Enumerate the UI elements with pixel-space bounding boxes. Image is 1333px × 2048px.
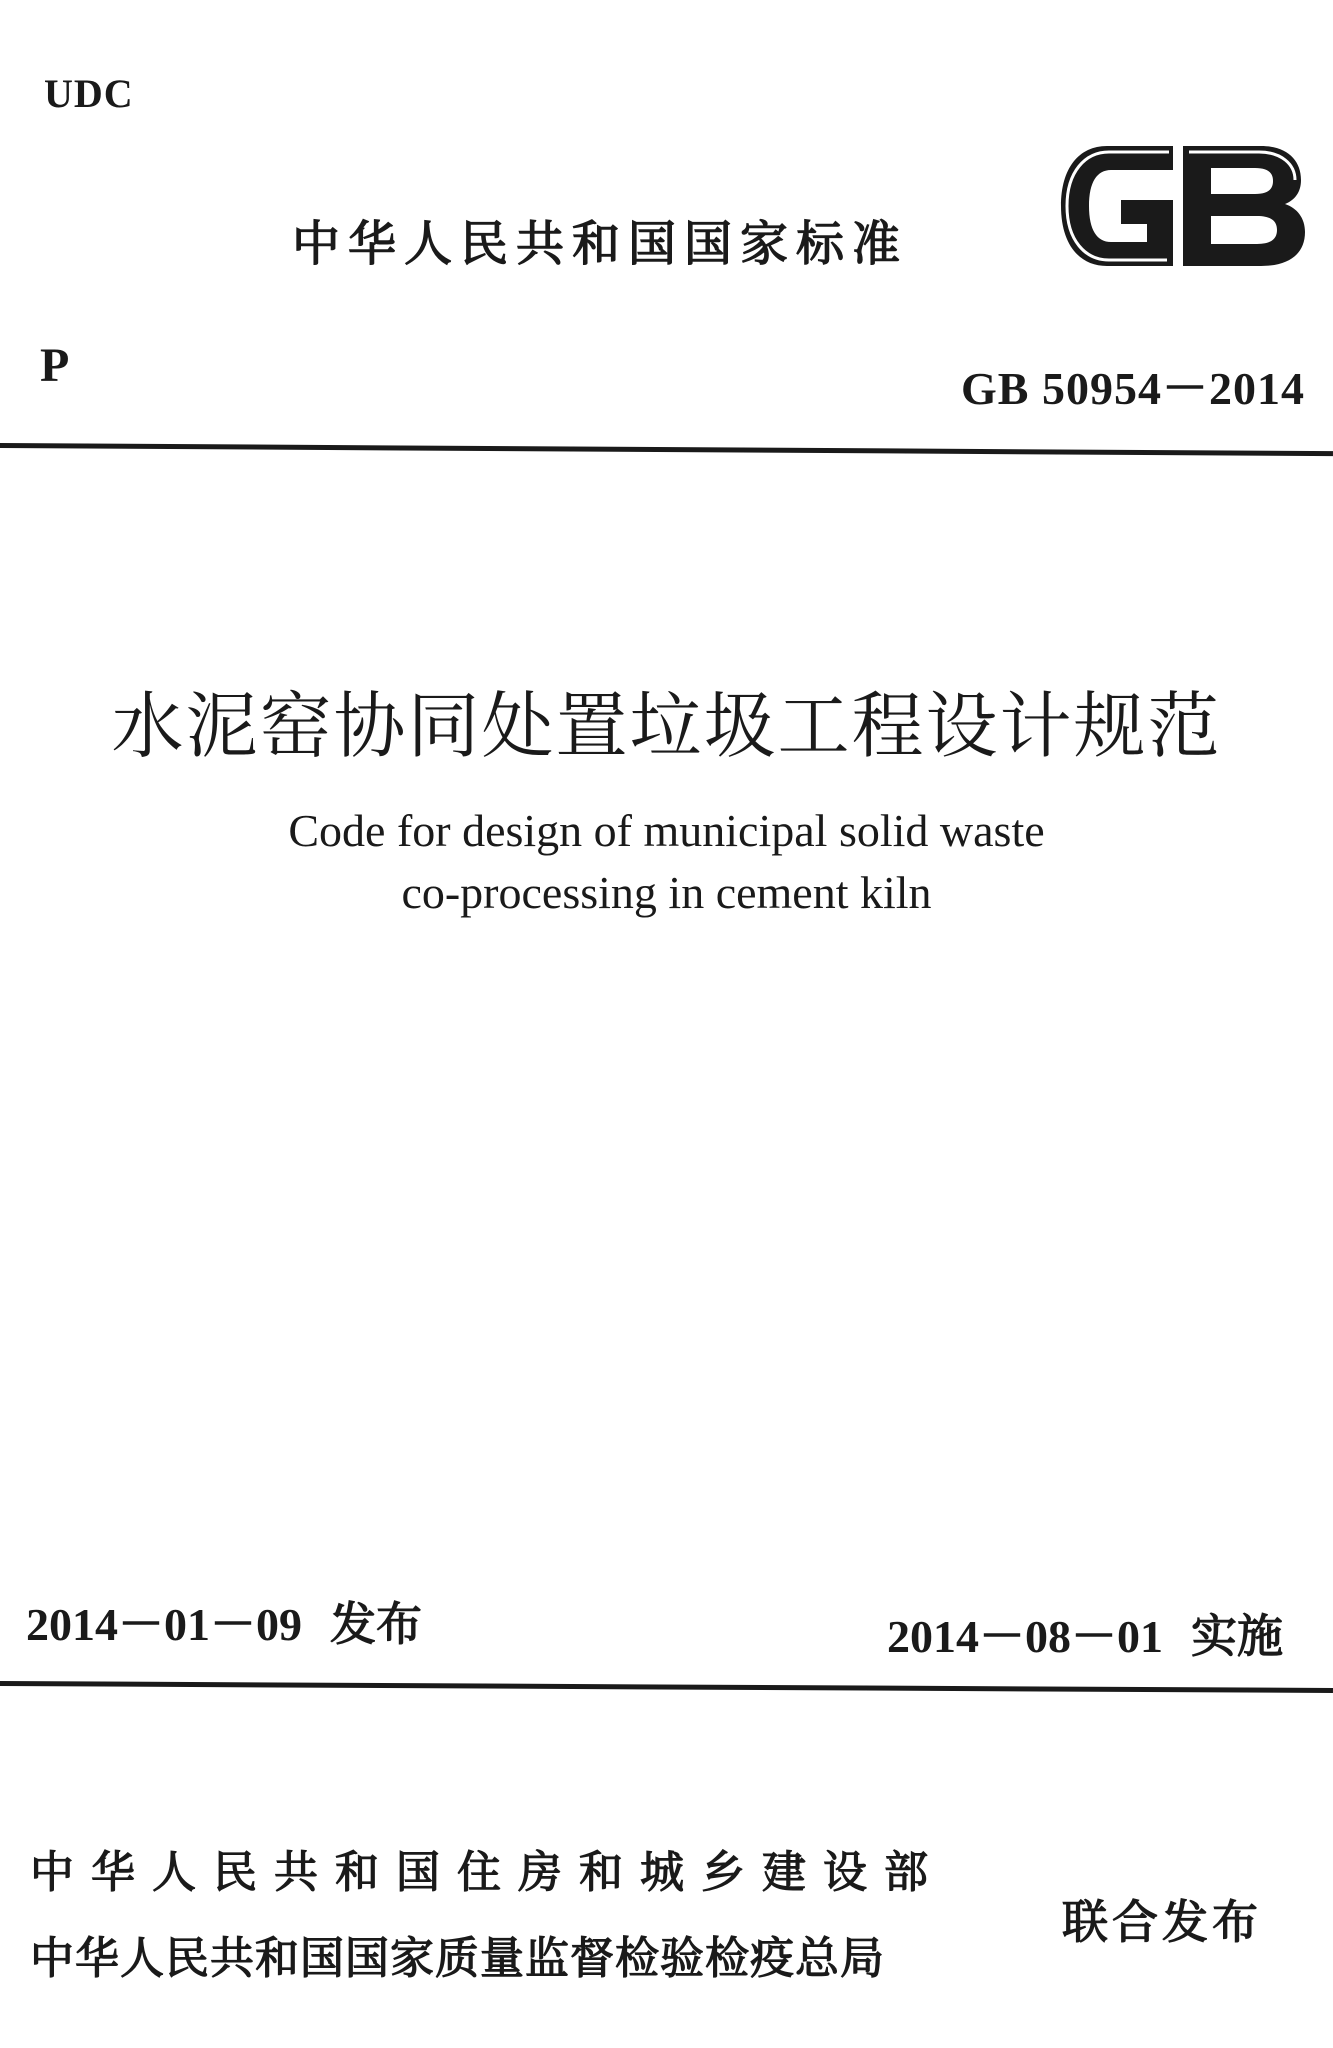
issue-date: 2014－01－09 [26,1599,302,1650]
title-english-line-2: co-processing in cement kiln [401,867,932,918]
title-english [0,800,1333,924]
national-standard-header: 中华人民共和国国家标准 [292,216,909,272]
implementation-date: 2014－08－01 [887,1611,1163,1662]
issue-label: 发布 [330,1597,422,1651]
title-english-line-1: Code for design of municipal solid waste [288,805,1045,856]
issuer-aqsiq: 中华人民共和国国家质量监督检验检疫总局 [30,1933,885,1984]
title-chinese: 水泥窑协同处置垃圾工程设计规范 [111,684,1222,768]
gb-logo-icon [1055,138,1309,274]
joint-issue-label: 联合发布 [1062,1895,1262,1949]
udc-label: UDC [44,71,134,116]
implementation-date-block [887,1600,1283,1666]
standard-number: GB 50954－2014 [961,363,1305,414]
issuer-ministry-housing: 中华人民共和国住房和城乡建设部 [30,1847,945,1898]
implementation-label: 实施 [1191,1609,1283,1663]
issue-date-block [26,1588,422,1654]
bottom-divider [0,1681,1333,1693]
classification-code: P [40,339,70,392]
top-divider [0,443,1333,456]
